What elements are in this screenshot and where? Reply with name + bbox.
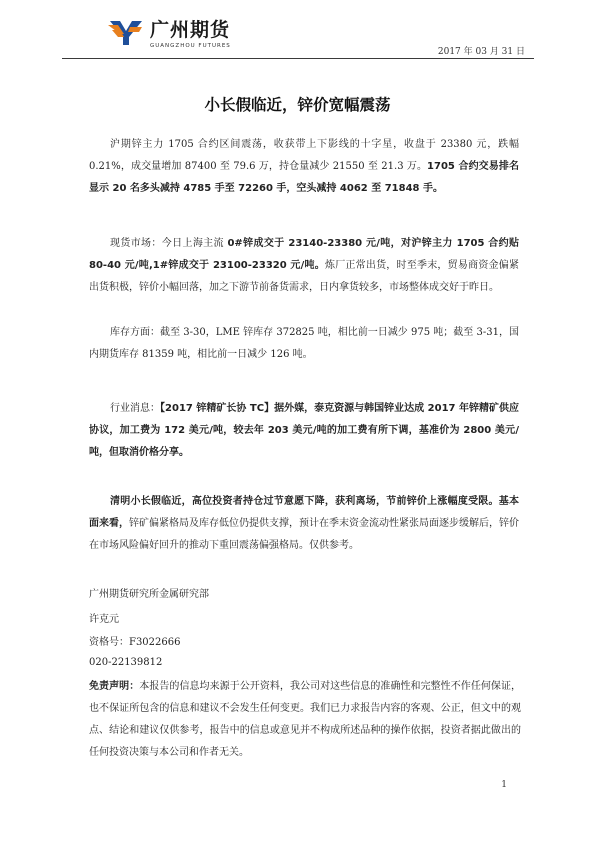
paragraph-spot <box>89 233 519 299</box>
report-date: 2017 年 03 月 31 日 <box>437 47 525 57</box>
paragraph-futures-text: 沪期锌主力 1705 合约区间震荡，收获带上下影线的十字星，收盘于 23380 元，跌幅 0.21%，成交量增加 87400 至 79.6 万，持仓量减少 21550 至 21.3 万。 <box>89 139 519 172</box>
paragraph-spot-prices: 0#锌成交于 23140-23380 元/吨，对沪锌主力 1705 合约贴 80-40 元/吨,1#锌成交于 23100-23320 元/吨。 <box>89 238 519 271</box>
paragraph-industry <box>89 398 519 464</box>
disclaimer-label: 免责声明： <box>89 681 140 692</box>
guangzhou-futures-logo-icon <box>108 19 144 47</box>
signature-department: 广州期货研究所金属研究部 <box>89 589 209 600</box>
brand-name-en: GUANGZHOU FUTURES <box>150 43 231 49</box>
paragraph-industry-lead: 行业消息： <box>110 403 161 414</box>
paragraph-futures-ranking: 1705 合约交易排名显示 20 名多头减持 4785 手至 72260 手，空头减持 4062 至 71848 手。 <box>89 161 519 194</box>
report-title: 小长假临近，锌价宽幅震荡 <box>204 96 391 114</box>
paragraph-outlook-lead: 清明小长假临近，高位投资者持仓过节意愿下降，获利离场，节前锌价上涨幅度受限。基本面来看， <box>89 496 519 529</box>
paragraph-futures <box>89 134 519 200</box>
signature-phone: 020-22139812 <box>89 657 163 668</box>
header-divider <box>62 58 534 59</box>
page-number: 1 <box>501 780 507 790</box>
paragraph-inventory: 库存方面：截至 3-30，LME 锌库存 372825 吨，相比前一日减少 975 吨；截至 3-31，国内期货库存 81359 吨，相比前一日减少 126 吨。 <box>89 327 519 360</box>
brand <box>150 19 231 50</box>
paragraph-spot-text: 炼厂正常出货，时至季末，贸易商资金偏紧出货积极，锌价小幅回落，加之下游节前备货需求，日内拿货较多，市场整体成交好于昨日。 <box>89 260 519 293</box>
signature-license: 资格号：F3022666 <box>89 637 181 648</box>
page-header <box>0 0 595 60</box>
disclaimer <box>89 676 521 764</box>
brand-name-cn: 广州期货 <box>150 19 231 41</box>
disclaimer-text: 本报告的信息均来源于公开资料，我公司对这些信息的准确性和完整性不作任何保证，也不保证所包含的信息和建议不会发生任何变更。我们已力求报告内容的客观、公正，但文中的观点、结论和建议仅供参考，报告中的信息或意见并不构成所述品种的操作依据，投资者据此做出的任何投资决策与本公司和作者无关。 <box>89 681 522 758</box>
paragraph-outlook-text: 锌矿偏紧格局及库存低位仍提供支撑，预计在季末资金流动性紧张局面逐步缓解后，锌价在市场风险偏好回升的推动下重回震荡偏强格局。仅供参考。 <box>89 518 519 551</box>
paragraph-outlook <box>89 491 519 557</box>
signature-name: 许克元 <box>89 614 119 625</box>
paragraph-industry-text: 【2017 锌精矿长协 TC】据外媒，泰克资源与韩国锌业达成 2017 年锌精矿供应协议，加工费为 172 美元/吨，较去年 203 美元/吨的加工费有所下调，基准价为 2800 美元/吨，但取消价格分享。 <box>89 403 520 458</box>
paragraph-spot-lead: 现货市场：今日上海主流 <box>110 238 228 249</box>
